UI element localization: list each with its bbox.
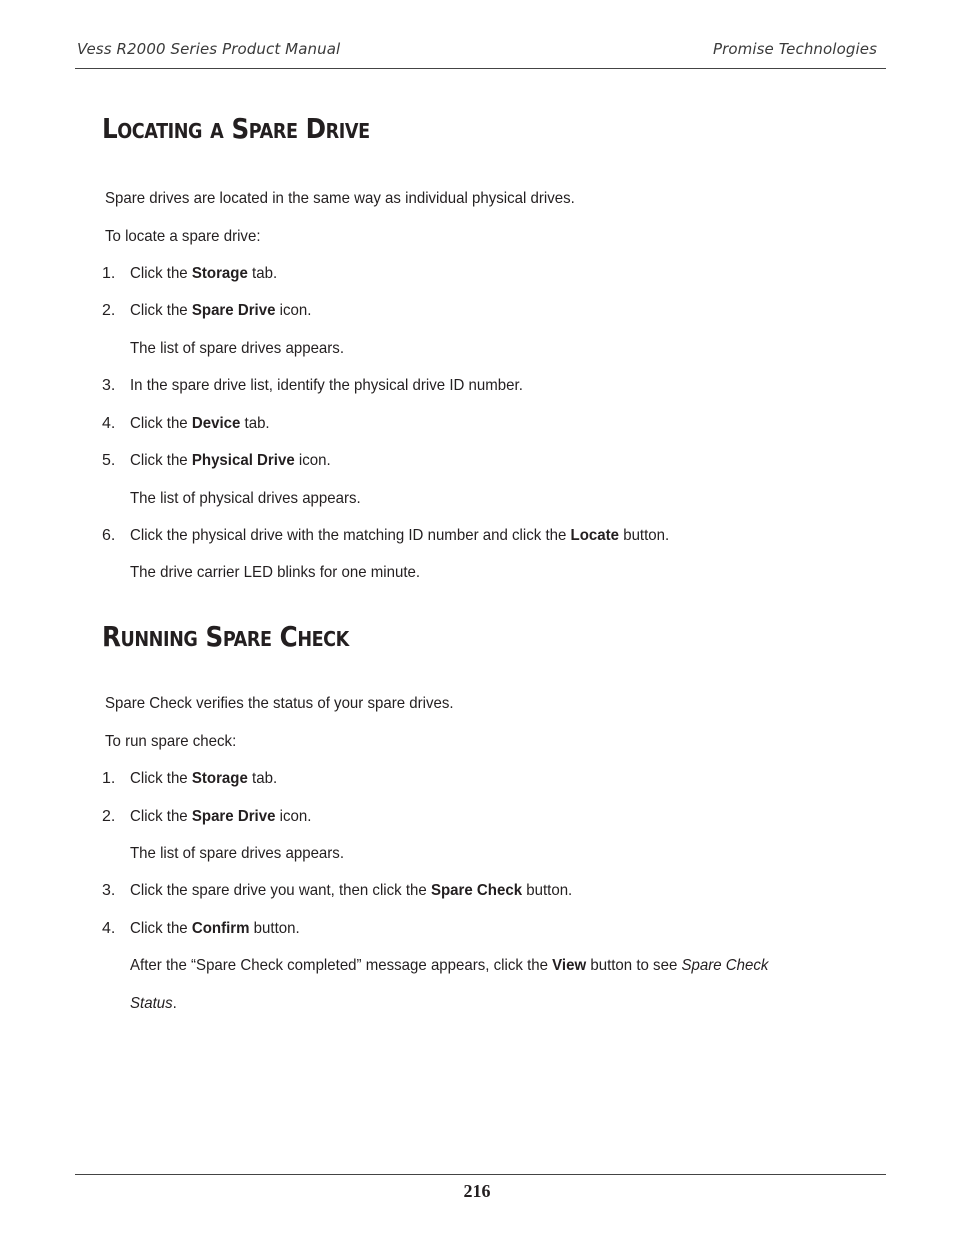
procedure-lead: To run spare check: — [105, 733, 237, 750]
section-intro: Spare Check verifies the status of your spare drives. — [105, 695, 454, 712]
screen-name-reference: Spare Check — [681, 957, 769, 974]
footer-rule — [75, 1174, 886, 1175]
ui-term: Storage — [191, 770, 248, 787]
step-text: Click the spare drive you want, then click the Spare Check button. — [130, 882, 573, 899]
step-text: In the spare drive list, identify the physical drive ID number. — [130, 377, 523, 394]
step-text: Click the Device tab. — [130, 415, 270, 432]
step-number: 6. — [102, 527, 116, 544]
ui-term: Spare Check — [430, 882, 523, 899]
ui-term: Spare Drive — [191, 808, 276, 825]
ui-term: Confirm — [191, 920, 250, 937]
step-text: Click the Spare Drive icon. — [130, 808, 312, 825]
step-number: 4. — [102, 415, 116, 432]
page-number: 216 — [463, 1181, 491, 1201]
step-text: Click the Storage tab. — [130, 265, 278, 282]
step-number: 2. — [102, 302, 116, 319]
ui-term: Locate — [570, 527, 620, 544]
section-intro: Spare drives are located in the same way as individual physical drives. — [105, 190, 575, 207]
ui-term: View — [552, 957, 587, 974]
step-result-note: The list of physical drives appears. — [130, 490, 361, 507]
section-title-locating-spare-drive: Locating a Spare Drive — [102, 112, 370, 145]
step-text: Click the Spare Drive icon. — [130, 302, 312, 319]
step-number: 1. — [102, 265, 116, 282]
screen-name-reference: Status — [130, 995, 173, 1012]
step-text: Click the Physical Drive icon. — [130, 452, 331, 469]
running-header-title: Vess R2000 Series Product Manual — [77, 40, 341, 58]
step-result-note: After the “Spare Check completed” message appears, click the View button to see Spare Check — [130, 957, 769, 974]
step-result-note: The list of spare drives appears. — [130, 340, 345, 357]
step-result-note-continued: Status. — [130, 995, 177, 1012]
step-number: 2. — [102, 808, 116, 825]
ui-term: Spare Drive — [191, 302, 276, 319]
step-text: Click the Storage tab. — [130, 770, 278, 787]
step-text: Click the Confirm button. — [130, 920, 300, 937]
step-text: Click the physical drive with the matching ID number and click the Locate button. — [130, 527, 670, 544]
step-number: 4. — [102, 920, 116, 937]
step-number: 3. — [102, 377, 116, 394]
ui-term: Physical Drive — [191, 452, 295, 469]
ui-term: Device — [191, 415, 241, 432]
step-result-note: The drive carrier LED blinks for one minute. — [130, 564, 421, 581]
step-result-note: The list of spare drives appears. — [130, 845, 345, 862]
header-rule — [75, 68, 886, 69]
section-title-running-spare-check: Running Spare Check — [102, 620, 349, 653]
step-number: 5. — [102, 452, 116, 469]
step-number: 1. — [102, 770, 116, 787]
step-number: 3. — [102, 882, 116, 899]
procedure-lead: To locate a spare drive: — [105, 228, 261, 245]
running-header-company: Promise Technologies — [712, 40, 877, 58]
ui-term: Storage — [191, 265, 248, 282]
